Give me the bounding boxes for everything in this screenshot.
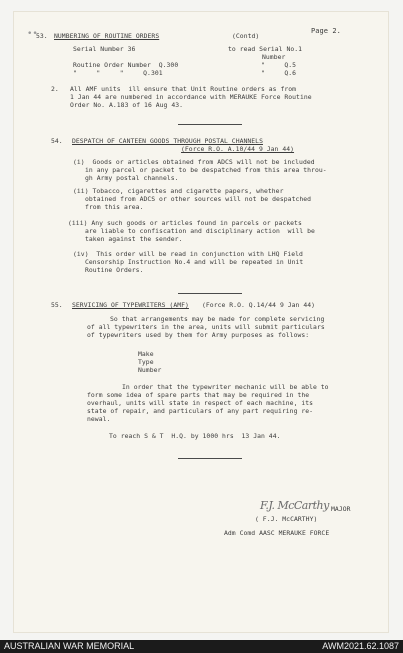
list-item: Make (138, 350, 154, 358)
section-divider (178, 458, 242, 459)
section-53-number: 53. (36, 32, 48, 40)
handwritten-signature: F.J. McCarthy (260, 499, 329, 512)
section-divider (178, 293, 242, 294)
para-2-line: state of repair, and particulars of any part requiring re- (87, 407, 314, 415)
serial-number-old: Serial Number 36 (73, 45, 136, 53)
section-55-number: 55. (51, 301, 63, 309)
to-q6: " Q.6 (261, 69, 297, 77)
signatory-name: ( F.J. McCARTHY) (255, 515, 318, 523)
item-iv-line: Routine Orders. (85, 266, 144, 274)
item-iii-line: taken against the sender. (85, 235, 183, 243)
section-54-heading: DESPATCH OF CANTEEN GOODS THROUGH POSTAL CHANNELS (72, 137, 263, 145)
to-q5: " Q.5 (261, 61, 297, 69)
para-2-line: Order No. A.183 of 16 Aug 43. (70, 101, 184, 109)
item-ii-line: (ii) Tobacco, cigarettes and cigarette papers, whether (73, 187, 284, 195)
section-54-reference: (Force R.O. A.10/44 9 Jan 44) (181, 145, 295, 153)
section-divider (178, 124, 242, 125)
signatory-rank: MAJOR (331, 505, 351, 513)
para-2-line: newal. (87, 415, 111, 423)
para-2-number: 2. (51, 85, 59, 93)
footer-institution: AUSTRALIAN WAR MEMORIAL (4, 641, 135, 651)
section-53-contd: (Contd) (232, 32, 260, 40)
para-1-line: So that arrangements may be made for complete servicing (110, 315, 325, 323)
para-2-line: 1 Jan 44 are numbered in accordance with MERAUKE Force Routine (70, 93, 312, 101)
list-item: Number (138, 366, 162, 374)
para-1-line: of all typewriters in the area, units will submit particulars (87, 323, 325, 331)
para-2-line: overhaul, units will state in respect of each machine, its (87, 399, 314, 407)
number-label: Number (262, 53, 286, 61)
reach-deadline: To reach S & T H.Q. by 1000 hrs 13 Jan 44. (109, 432, 281, 440)
signatory-title: Adm Comd AASC MERAUKE FORCE (224, 529, 330, 537)
routine-order-number: Routine Order Number Q.300 (73, 61, 179, 69)
section-55-heading: SERVICING OF TYPEWRITERS (AMF) (72, 301, 189, 309)
section-54-number: 54. (51, 137, 63, 145)
para-1-line: of typewriters used by them for Army purposes as follows: (87, 331, 310, 339)
archive-footer (0, 640, 403, 653)
para-2-line: All AMF units ill ensure that Unit Routine orders as from (70, 85, 297, 93)
item-iii-line: (iii) Any such goods or articles found in parcels or packets (68, 219, 302, 227)
page-number: Page 2. (311, 27, 341, 35)
item-iii-line: are liable to confiscation and disciplinary action will be (85, 227, 315, 235)
para-2-line: In order that the typewriter mechanic will be able to (122, 383, 329, 391)
item-i-line: in any parcel or packet to be despatched from this area throu- (85, 166, 327, 174)
para-2-line: form some idea of spare parts that may be required in the (87, 391, 310, 399)
footer-accession-number: AWM2021.62.1087 (322, 641, 399, 651)
item-iv-line: Censorship Instruction No.4 and will be repeated in Unit (85, 258, 304, 266)
list-item: Type (138, 358, 154, 366)
section-55-reference: (Force R.O. Q.14/44 9 Jan 44) (202, 301, 316, 309)
section-53-heading: NUMBERING OF ROUTINE ORDERS (54, 32, 160, 40)
document-page (14, 12, 388, 632)
item-ii-line: from this area. (85, 203, 144, 211)
item-i-line: (i) Goods or articles obtained from ADCS will not be included (73, 158, 315, 166)
margin-mark: •• (27, 29, 38, 39)
item-i-line: gh Army postal channels. (85, 174, 179, 182)
serial-number-new: to read Serial No.1 (228, 45, 303, 53)
item-iv-line: (iv) This order will be read in conjunction with LHQ Field (73, 250, 303, 258)
routine-order-ditto: " " " Q.301 (73, 69, 163, 77)
item-ii-line: obtained from ADCS or other sources will not be despatched (85, 195, 312, 203)
